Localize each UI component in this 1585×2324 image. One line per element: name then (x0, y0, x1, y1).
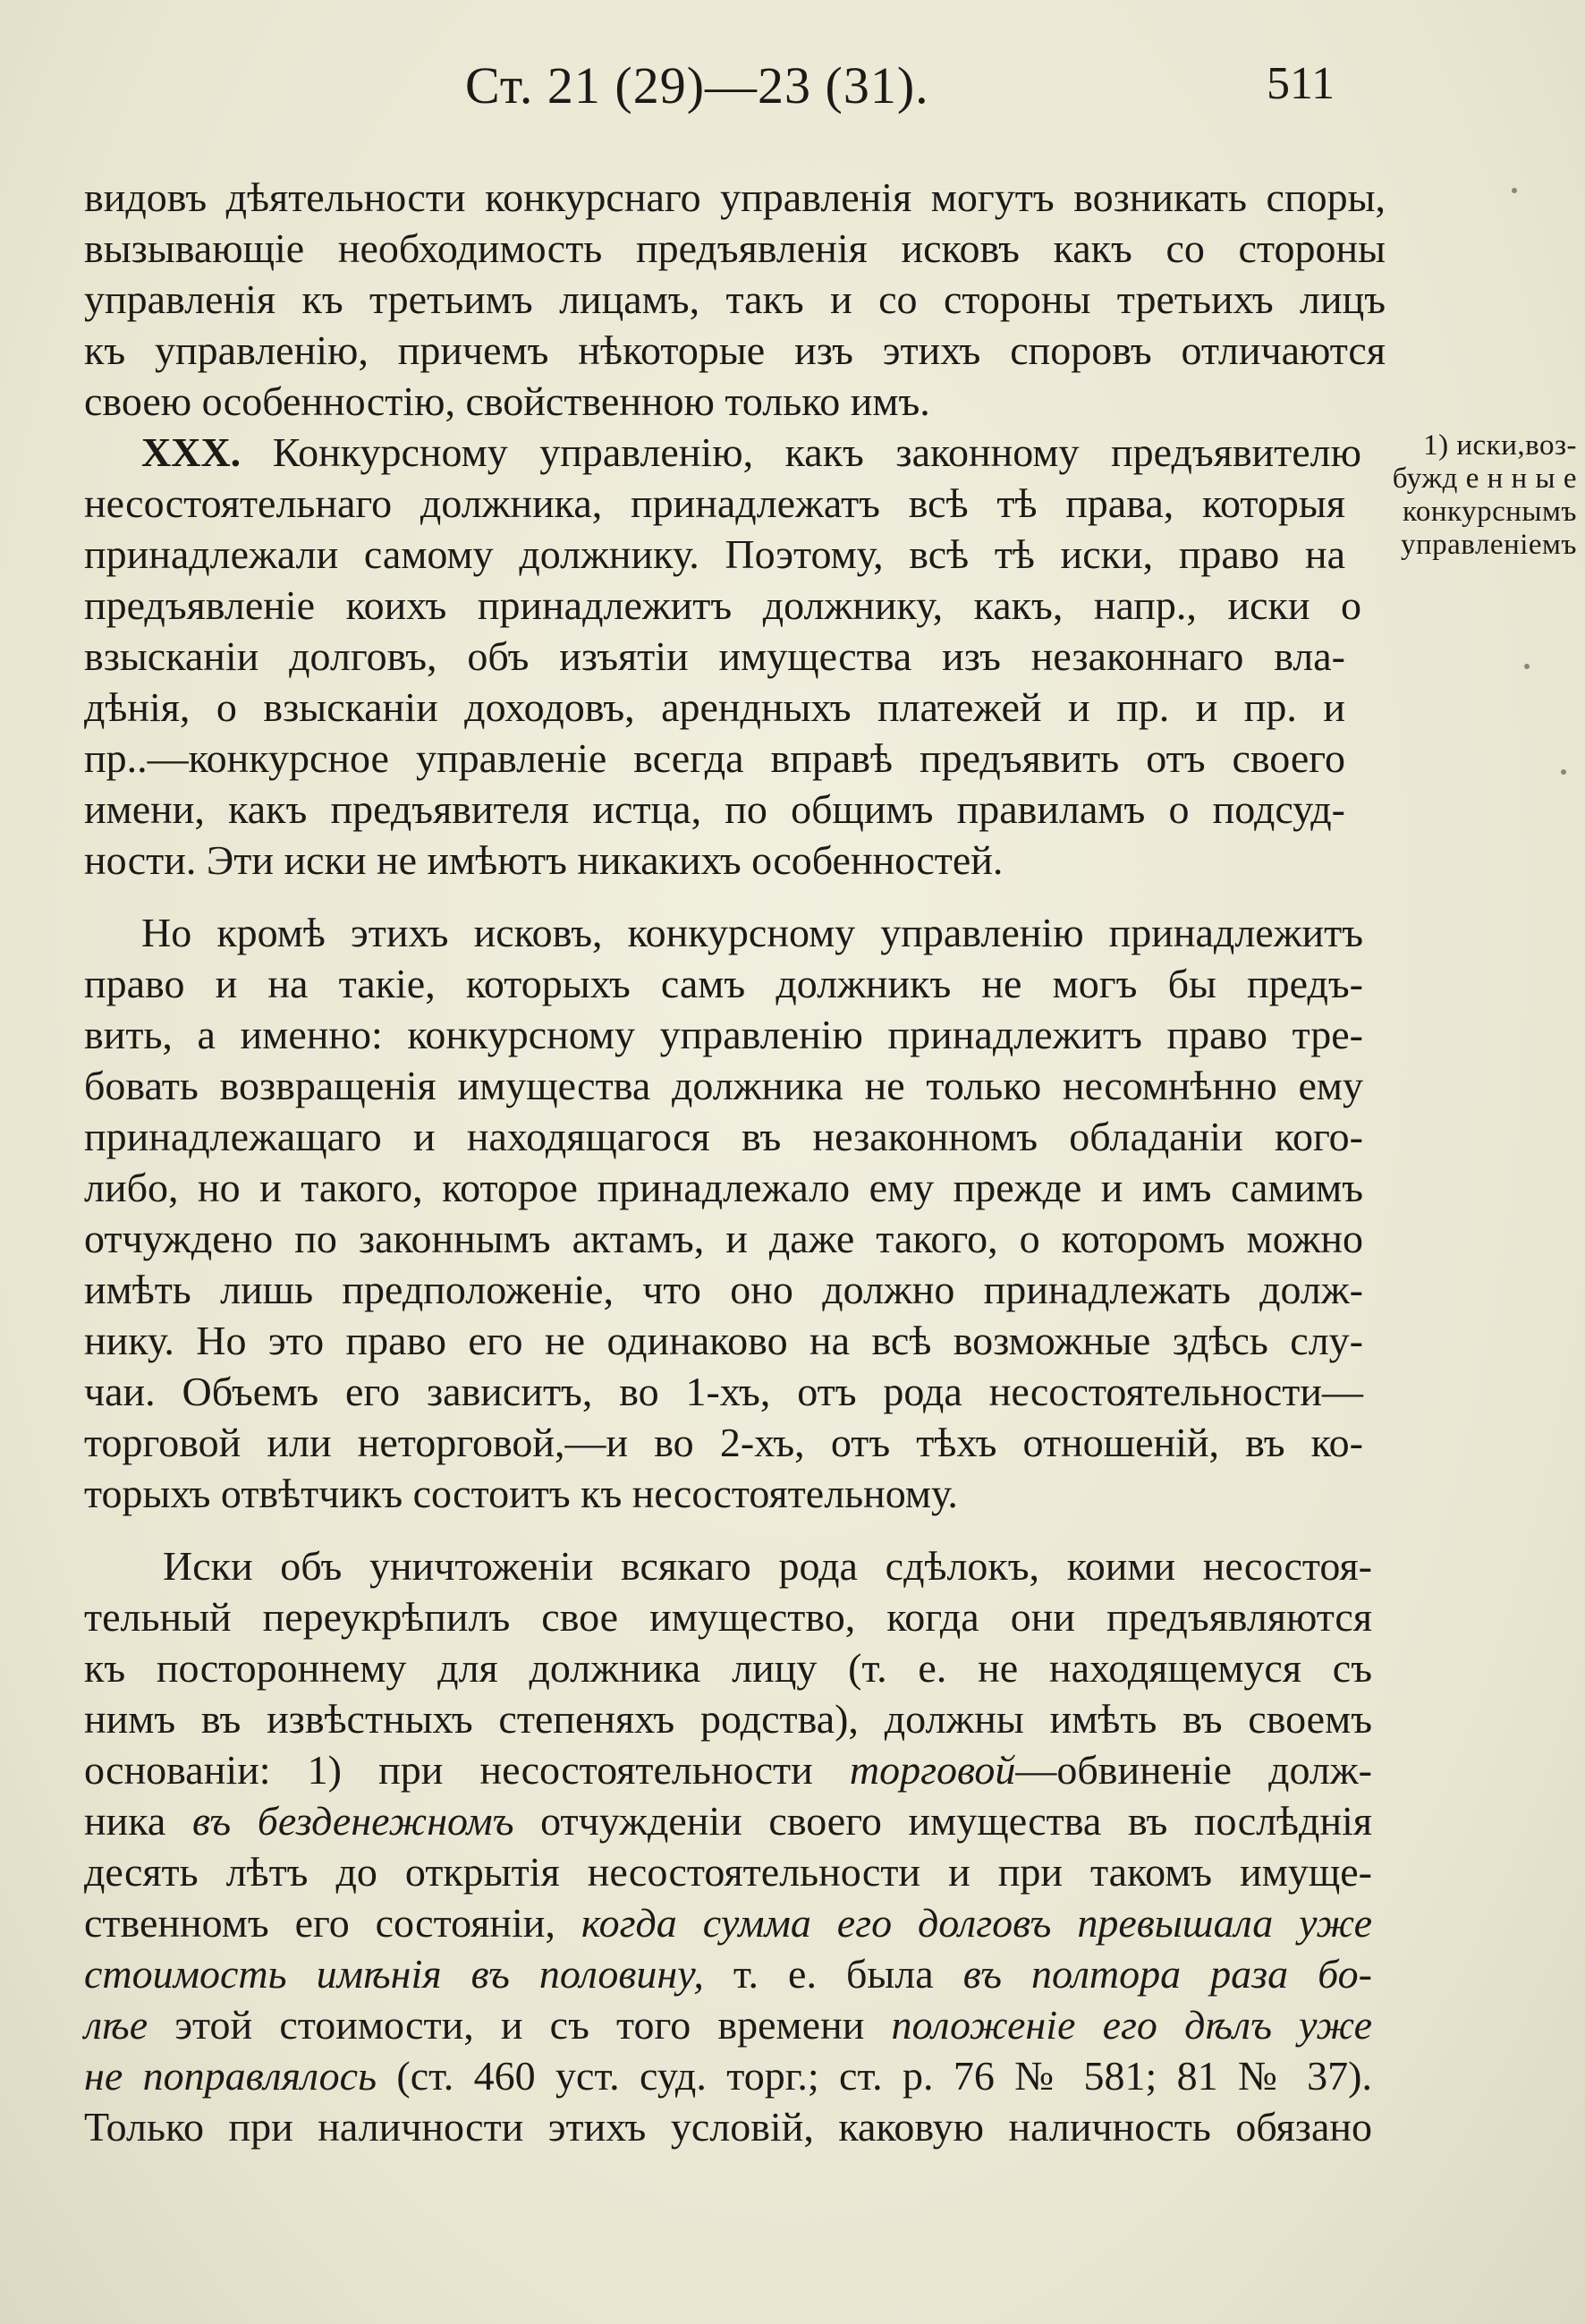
italic-fragment: въ безденежномъ (191, 1798, 514, 1844)
text-line (84, 1897, 1372, 1948)
paragraph-1 (84, 172, 1386, 427)
italic-fragment: положеніе его дѣлъ уже (891, 2002, 1372, 2048)
paper-speck (1561, 769, 1566, 775)
text-line: предъявленіе коихъ принадлежитъ должнику, какъ, напр., иски о (84, 582, 1361, 628)
text-line: управленія къ третьимъ лицамъ, такъ и со стороны третьихъ лицъ (84, 276, 1386, 322)
italic-fragment: лѣе (84, 2002, 148, 2048)
page-number: 511 (1267, 58, 1335, 109)
text-line: принадлежащаго и находящагося въ незаконномъ обладаніи кого- (84, 1114, 1363, 1159)
text-fragment: —обвиненіе долж- (1015, 1747, 1372, 1793)
text-line: имени, какъ предъявителя истца, по общимъ правиламъ о подсуд- (84, 786, 1345, 832)
text-line: имѣть лишь предположеніе, что оно должно принадлежать долж- (84, 1267, 1363, 1312)
text-line: торговой или неторговой,—и во 2-хъ, отъ тѣхъ отношеній, въ ко- (84, 1420, 1363, 1465)
text-line: пр..—конкурсное управленіе всегда вправѣ предъявить отъ своего (84, 735, 1345, 781)
text-line: видовъ дѣятельности конкурснаго управленія могутъ возникать споры, (84, 174, 1386, 220)
text-line: бовать возвращенія имущества должника не только несомнѣнно ему (84, 1063, 1363, 1108)
text-line: тельный переукрѣпилъ свое имущество, когда они предъявляются (84, 1594, 1372, 1640)
text-line: Но кромѣ этихъ исковъ, конкурсному управленію принадлежитъ (141, 910, 1363, 955)
text-fragment: отчужденіи своего имущества въ послѣднія (513, 1798, 1372, 1844)
text-line: ности. Эти иски не имѣютъ никакихъ особенностей. (84, 837, 1004, 883)
margin-note-line: управленіемъ (1401, 529, 1577, 561)
text-line: принадлежали самому должнику. Поэтому, всѣ тѣ иски, право на (84, 531, 1345, 577)
italic-fragment: когда сумма его долговъ превышала уже (581, 1900, 1372, 1946)
text-line: нимъ въ извѣстныхъ степеняхъ родства), должны имѣть въ своемъ (84, 1696, 1372, 1742)
text-line: торыхъ отвѣтчикъ состоитъ къ несостоятельному. (84, 1471, 958, 1516)
italic-fragment: не поправлялось (84, 2053, 377, 2099)
text-line (84, 1999, 1372, 2050)
paragraph-4 (84, 1540, 1386, 2152)
text-line: чаи. Объемъ его зависитъ, во 1-хъ, отъ рода несостоятельности— (84, 1369, 1363, 1414)
paper-speck (1524, 664, 1530, 669)
text-line: взысканіи долговъ, объ изъятіи имущества изъ незаконнаго вла- (84, 633, 1345, 679)
text-line (84, 2050, 1372, 2101)
text-fragment: (ст. 460 уст. суд. торг.; ст. р. 76 № 581; 81 № 37). (377, 2053, 1372, 2099)
text-line: либо, но и такого, которое принадлежало ему прежде и имъ самимъ (84, 1165, 1363, 1210)
text-fragment: Конкурсному управленію, какъ законному предъявителю (272, 429, 1362, 475)
text-line: десять лѣтъ до открытія несостоятельности и при такомъ имуще- (84, 1849, 1372, 1895)
text-line (84, 1948, 1372, 1999)
text-line: Иски объ уничтоженіи всякаго рода сдѣлокъ, коими несостоя- (163, 1543, 1372, 1589)
page-header (89, 55, 1342, 127)
text-line: дѣнія, о взысканіи доходовъ, арендныхъ платежей и пр. и пр. и (84, 684, 1345, 730)
italic-fragment: торговой (849, 1747, 1016, 1793)
italic-fragment: стоимость имѣнія въ половину, (84, 1951, 704, 1997)
text-line (84, 427, 1361, 478)
text-line: къ постороннему для должника лицу (т. е. не находящемуся съ (84, 1645, 1372, 1691)
running-title: Ст. 21 (29)—23 (31). (465, 56, 929, 115)
text-fragment: основаніи: 1) при несостоятельности (84, 1747, 850, 1793)
margin-note-line: 1) иски,воз- (1423, 429, 1577, 462)
text-line: нику. Но это право его не одинаково на всѣ возможные здѣсь слу- (84, 1318, 1363, 1363)
text-fragment: ственномъ его состояніи, (84, 1900, 581, 1946)
paragraph-2 (84, 427, 1386, 886)
text-line: къ управленію, причемъ нѣкоторые изъ этихъ споровъ отличаются (84, 327, 1386, 373)
text-fragment: ника (84, 1798, 192, 1844)
margin-note (1385, 429, 1577, 562)
text-line: своею особенностію, свойственною только имъ. (84, 378, 930, 424)
text-fragment: т. е. была (703, 1951, 963, 1997)
text-line: право и на такіе, которыхъ самъ должникъ не могъ бы предъ- (84, 961, 1363, 1006)
italic-fragment: въ полтора раза бо- (962, 1951, 1372, 1997)
text-line: вить, а именно: конкурсному управленію принадлежитъ право тре- (84, 1012, 1363, 1057)
margin-note-line: бужд е н н ы е (1392, 462, 1577, 495)
body-text (84, 172, 1386, 2152)
paper-speck (1512, 188, 1517, 193)
paragraph-3 (84, 907, 1386, 1519)
text-line: вызывающіе необходимость предъявленія исковъ какъ со стороны (84, 225, 1386, 271)
section-marker: XXX. (141, 429, 242, 475)
text-fragment: этой стоимости, и съ того времени (148, 2002, 892, 2048)
margin-note-line: конкурснымъ (1402, 496, 1577, 528)
text-line: отчуждено по законнымъ актамъ, и даже такого, о которомъ можно (84, 1216, 1363, 1261)
text-line (84, 1795, 1372, 1846)
text-line: Только при наличности этихъ условій, каковую наличность обязано (84, 2104, 1372, 2150)
text-line: несостоятельнаго должника, принадлежатъ всѣ тѣ права, которыя (84, 480, 1345, 526)
text-line (84, 1744, 1372, 1795)
